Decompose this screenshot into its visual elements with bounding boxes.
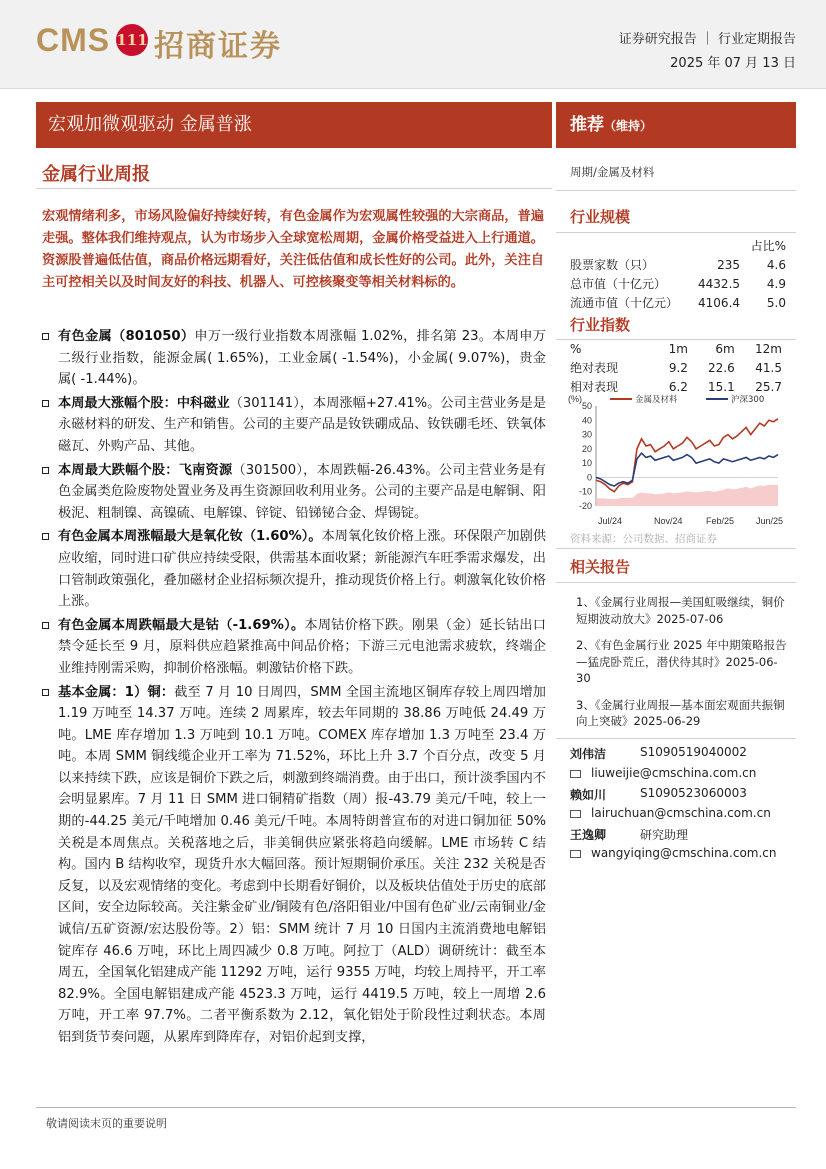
bullet-text: 申万一级行业指数本周涨幅 1.02%，排名第 23。本周申万二级行业指数，能源金属( 1.65%)，工业金属( -1.54%)，小金属( 9.07%)，贵金属( -1.44%)。 — [58, 329, 546, 388]
bullet-text: 本周氧化钕价格上涨。环保限产加剧供应收缩，同时进口矿供应持续受限，供需基本面收紧；新能源汽车旺季需求爆发，出口管制政策强化，叠加磁材企业招标频次提升，推动现货价格上行。刺激氧化钕价格上涨。 — [58, 529, 547, 610]
cell: 25.7 — [755, 379, 782, 394]
analyst-email[interactable]: liuweijie@cmschina.com.cn — [591, 766, 757, 780]
rating-band — [556, 102, 796, 148]
cell: 22.6 — [708, 360, 735, 375]
report-date: 2025 年 07 月 13 日 — [670, 56, 796, 71]
row-label: 股票家数（只） — [570, 258, 655, 272]
scale-title: 行业规模 — [570, 208, 631, 226]
bullet-item — [42, 460, 546, 525]
checkbox-square-icon — [42, 333, 49, 340]
legend-label: 沪深300 — [731, 395, 765, 405]
header-cell: % — [570, 341, 582, 356]
related-list — [576, 594, 790, 740]
bullet-text: 本周钴价格下跌。刚果（金）延长钴出口禁令延长至 9 月，原料供应趋紧推高中间品价格；下游三元电池需求疲软，终端企业维持刚需采购，抑制价格涨幅。刺激钴价格下跌。 — [58, 617, 546, 676]
right-divider — [556, 190, 796, 191]
headline-band: 宏观加微观驱动 金属普涨 — [36, 102, 552, 148]
header-cell: 12m — [755, 341, 782, 356]
logo-mark: 111 — [116, 24, 148, 56]
y-tick-label: 0 — [586, 472, 592, 483]
related-report-link[interactable]: 1、《金属行业周报—美国虹吸继续，铜价短期波动放大》2025-07-06 — [576, 595, 785, 626]
y-tick-label: 40 — [581, 415, 592, 426]
index-table — [570, 339, 782, 396]
cell: 6.2 — [668, 379, 688, 394]
bullet-text: 截至 7 月 10 日周四，SMM 全国主流地区铜库存较上周四增加 1.19 万吨至 14.37 万吨。连续 2 周累库，较去年同期的 38.86 万吨低 24.49 万吨。LME 库存增加 1.3 万吨到 10.1 万吨。COMEX 库存增加 1.3 万吨至 23.4 万吨。本周 SMM 铜线缆企业开工率为 71.52%，环比上升 3.7 个百分点，改变 5 月以来持续下跌，应该是铜价下跌之后，刺激到终端消费。由于出口，预计淡季国内不会明显累库。7 月 11 日 SMM 进口铜精矿指数（周）报-43.79 美元/千吨，较上一期的-44.25 美元/千吨增加 0.46 美元/千吨。本周特朗普宣布的对进口铜加征 50%关税是本周焦点。关税落地之后，非美铜供应紧张将趋向缓解。LME 市场转 C 结构。国内 B 结构收窄，现货升水大幅回落。预计短期铜价承压。关注 232 关税是否反复，以及宏观情绪的变化。考虑到中长期看好铜价，以及板块估值处于历史的底部区间，安全边际较高。关注紫金矿业/铜陵有色/洛阳钼业/中国有色矿业/云南铜业/金诚信/五矿资源/宏达股份等。2）铝：SMM 统计 7 月 10 日国内主流消费地电解铝锭库存 46.6 万吨，环比上周四减少 0.8 万吨。阿拉丁（ALD）调研统计：截至本周五，全国氧化铝建成产能 11292 万吨，运行 9355 万吨，均较上周持平，开工率 82.9%。全国电解铝建成产能 4523.3 万吨，运行 4419.5 万吨，较上一周增 2.6 万吨，开工率 97.7%。二者平衡系数为 2.12，氧化铝处于阶段性过剩状态。本周铝到货节奏问题，从累库到降库存，对铝价起到支撑， — [58, 684, 546, 1045]
cell: 41.5 — [755, 360, 782, 375]
category: 周期/金属及材料 — [570, 165, 655, 179]
analyst-id: 研究助理 — [640, 828, 689, 842]
analyst-email[interactable]: lairuchuan@cmschina.com.cn — [591, 806, 771, 820]
y-tick-label: -20 — [578, 501, 592, 511]
cell: 15.1 — [708, 379, 735, 394]
checkbox-square-icon — [42, 400, 49, 407]
bullet-lead: 有色金属（801050） — [58, 329, 195, 344]
rating-note: （维持） — [604, 119, 653, 133]
rating: 推荐 — [570, 115, 604, 135]
table-row — [570, 293, 786, 312]
title-divider — [36, 188, 552, 189]
row-label: 总市值（十亿元） — [570, 277, 667, 291]
row-share: 4.9 — [766, 276, 786, 291]
footer-divider — [36, 1107, 796, 1108]
y-tick-label: 30 — [581, 429, 592, 440]
right-divider — [556, 548, 796, 549]
share-header: 占比% — [750, 239, 786, 253]
checkbox-square-icon — [42, 533, 49, 540]
y-tick-label: -10 — [578, 486, 592, 497]
row-label: 绝对表现 — [570, 361, 619, 375]
header-cell: 6m — [715, 341, 735, 356]
y-axis-label: (%) — [568, 394, 582, 404]
row-value: 4106.4 — [698, 295, 741, 310]
legend-label: 金属及材料 — [635, 395, 678, 405]
analyst-row — [570, 826, 786, 843]
index-title: 行业指数 — [570, 316, 631, 334]
analyst-name: 王逸卿 — [570, 828, 607, 842]
mail-icon — [570, 810, 581, 818]
right-divider — [556, 582, 796, 583]
bullet-lead: 有色金属本周跌幅最大是钴（-1.69%）。 — [58, 617, 305, 633]
bullet-lead: 基本金属：1）铜： — [58, 684, 175, 700]
bullet-item — [42, 326, 546, 391]
checkbox-square-icon — [42, 622, 49, 629]
x-tick-label: Jun/25 — [756, 516, 784, 526]
x-tick-label: Nov/24 — [654, 516, 683, 526]
row-label: 相对表现 — [570, 380, 619, 394]
bullet-item — [42, 526, 546, 612]
checkbox-square-icon — [42, 467, 49, 474]
analyst-id: S1090519040002 — [640, 745, 747, 759]
related-report-link[interactable]: 3、《金属行业周报—基本面宏观面共振铜向上突破》2025-06-29 — [576, 697, 785, 728]
logo-text: CMS — [36, 22, 111, 58]
report-type: 证券研究报告 ｜ 行业定期报告 — [618, 32, 796, 47]
bullet-text: （301500），本周跌幅-26.43%。公司主营业务是有色金属类危险废物处置业务及再生资源回收利用业务。公司的主要产品是电解铜、阳极泥、粗制镍、高镍硫、电解镍、锌锭、铅锑铋合金、焊锡锭。 — [58, 462, 546, 521]
chart-source: 资料来源：公司数据、招商证券 — [570, 533, 717, 545]
table-header — [570, 339, 782, 358]
analyst-email[interactable]: wangyiqing@cmschina.com.cn — [591, 846, 777, 860]
analyst-name: 刘伟洁 — [570, 747, 607, 761]
bullet-list — [42, 326, 546, 1051]
bullet-lead: 有色金属本周涨幅最大是氧化钕（1.60%）。 — [58, 529, 322, 545]
analyst-email-row — [570, 846, 777, 860]
scale-table — [570, 236, 786, 312]
cell: 9.2 — [668, 360, 688, 375]
analyst-row — [570, 745, 786, 762]
row-value: 4432.5 — [698, 276, 741, 291]
related-title: 相关报告 — [570, 558, 631, 576]
analyst-email-row — [570, 766, 756, 780]
analyst-id: S1090523060003 — [640, 786, 747, 800]
y-tick-label: 50 — [581, 401, 592, 411]
analyst-row — [570, 786, 786, 803]
related-report-link[interactable]: 2、《有色金属行业 2025 年中期策略报告—猛虎卧荒丘，潜伏待其时》2025-06-30 — [576, 638, 787, 685]
bullet-item — [42, 615, 546, 680]
right-divider — [556, 738, 796, 739]
bullet-text: （301141），本周涨幅+27.41%。公司主营业务是是永磁材料的研发、生产和销售。公司的主要产品是钕铁硼成品、钕铁硼毛坯、铁氧体磁瓦、外购产品、其他。 — [58, 395, 547, 454]
bullet-item — [42, 393, 546, 458]
bullet-lead: 本周最大跌幅个股：飞南资源 — [58, 462, 233, 478]
bullet-lead: 本周最大涨幅个股：中科磁业 — [58, 395, 230, 411]
mail-icon — [570, 770, 581, 778]
row-value: 235 — [717, 257, 741, 272]
checkbox-square-icon — [42, 689, 49, 696]
report-title: 金属行业周报 — [42, 164, 150, 185]
logo-name: 招商证券 — [154, 29, 282, 64]
analyst-email-row — [570, 806, 771, 820]
index-chart — [566, 392, 786, 532]
table-row — [570, 358, 782, 377]
right-divider — [556, 232, 796, 233]
table-row — [570, 255, 786, 274]
mail-icon — [570, 850, 581, 858]
footer-note: 敬请阅读末页的重要说明 — [46, 1117, 167, 1130]
x-tick-label: Feb/25 — [706, 516, 735, 526]
bullet-item — [42, 682, 546, 1049]
analyst-name: 赖如川 — [570, 788, 607, 802]
row-share: 4.6 — [766, 257, 786, 272]
series-line — [596, 453, 778, 486]
x-tick-label: Jul/24 — [598, 516, 623, 526]
row-label: 流通市值（十亿元） — [570, 296, 679, 310]
summary: 宏观情绪利多，市场风险偏好持续好转，有色金属作为宏观属性较强的大宗商品，普遍走强。整体我们维持观点，认为市场步入全球宽松周期，金属价格受益进入上行通道。资源股普遍低估值，商品价格远期看好，关注低估值和成长性好的公司。此外，关注自主可控相关以及时间友好的科技、机器人、可控核聚变等相关材料标的。 — [42, 209, 544, 290]
y-tick-label: 20 — [581, 443, 592, 454]
table-row — [570, 274, 786, 293]
row-share: 5.0 — [766, 295, 786, 310]
header-cell: 1m — [668, 341, 688, 356]
y-tick-label: 10 — [581, 458, 592, 469]
